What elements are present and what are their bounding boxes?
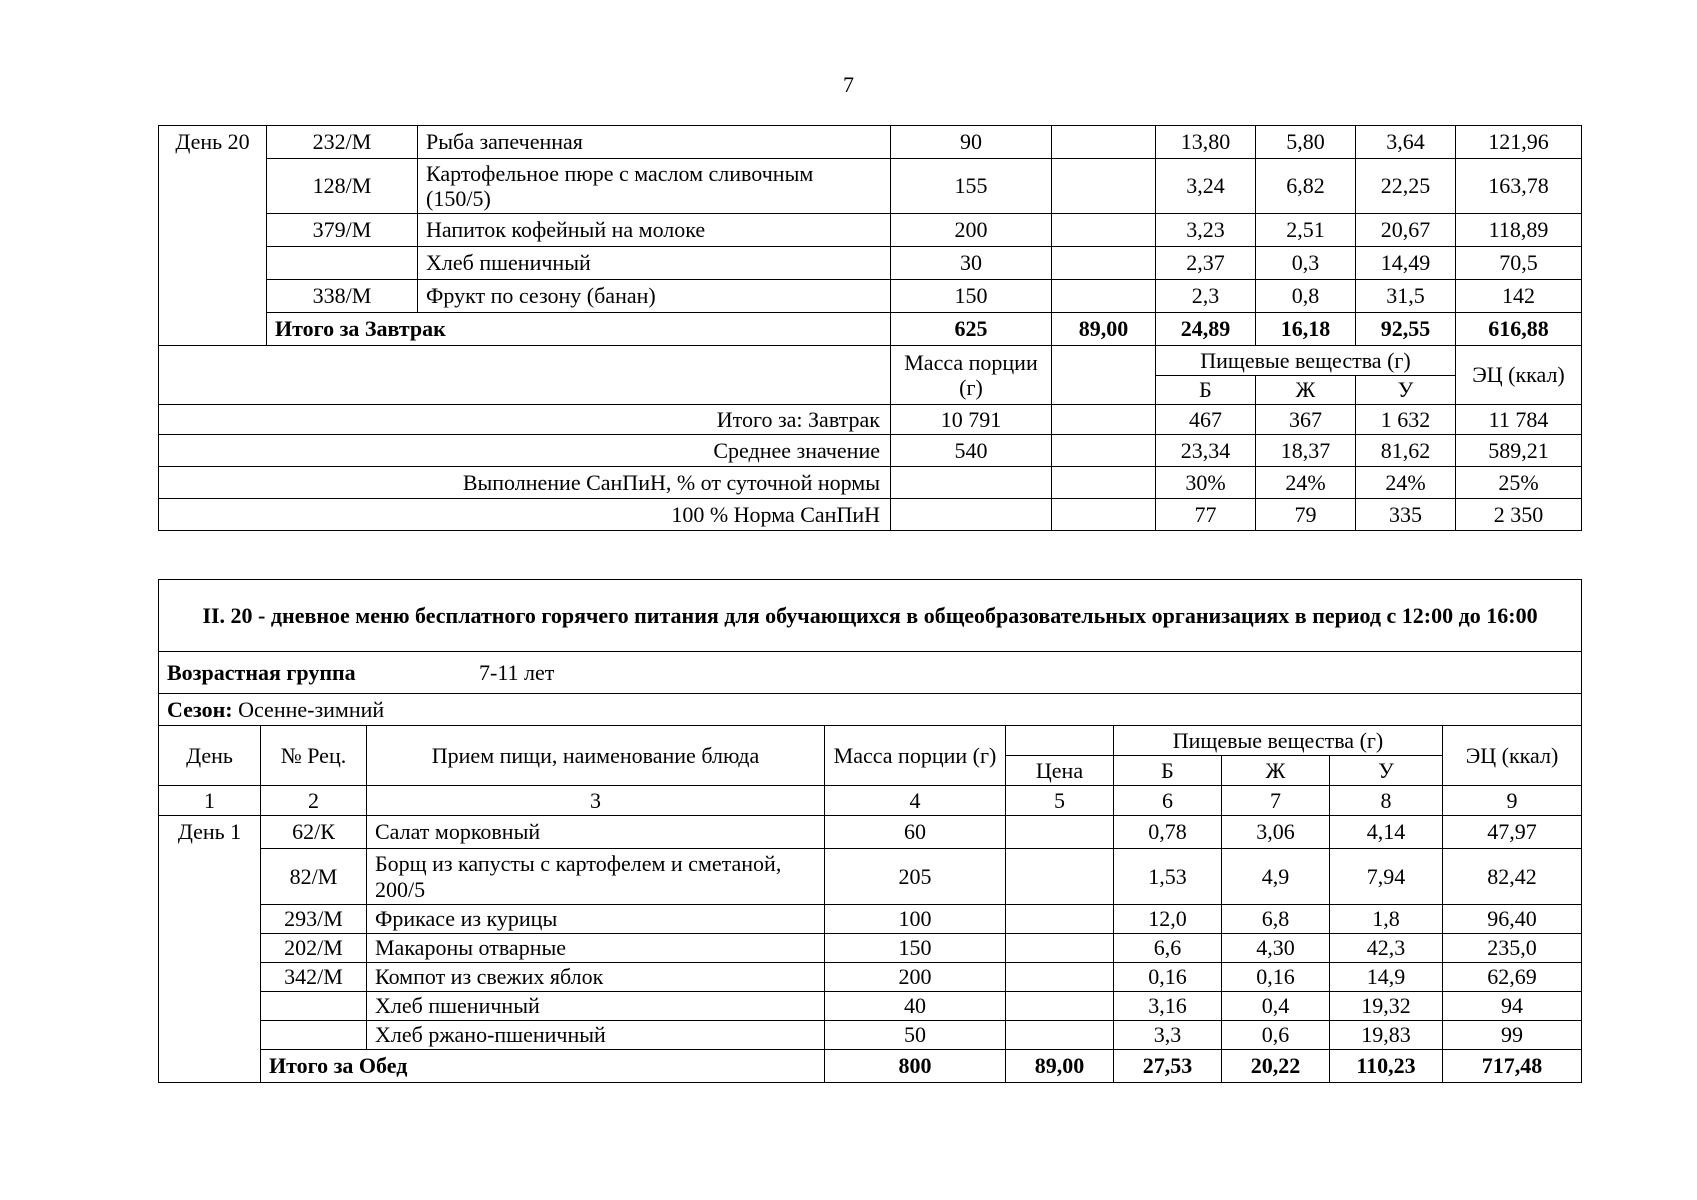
season-value: Осенне-зимний (238, 696, 385, 722)
age-group-label: Возрастная группа (167, 659, 356, 685)
total-row (159, 313, 1582, 346)
summary-label: Выполнение СанПиН, % от суточной нормы (159, 467, 891, 499)
empty-cell (1052, 346, 1156, 405)
fat-cell: 4,9 (1222, 849, 1330, 905)
price-cell (1006, 1021, 1114, 1050)
energy-cell: 47,97 (1443, 816, 1582, 849)
summary-mass (891, 499, 1052, 531)
total-energy: 616,88 (1456, 313, 1582, 346)
total-label: Итого за Завтрак (267, 313, 891, 346)
energy-header: ЭЦ (ккал) (1456, 346, 1582, 405)
rec-cell: 128/М (267, 159, 418, 214)
energy-cell: 142 (1456, 280, 1582, 313)
protein-cell: 3,24 (1156, 159, 1256, 214)
carb-cell: 1,8 (1330, 905, 1443, 934)
rec-cell (261, 992, 367, 1021)
mass-header: Масса порции (г) (825, 726, 1006, 786)
summary-fat: 24% (1256, 467, 1356, 499)
protein-cell: 3,16 (1114, 992, 1222, 1021)
season-row (159, 694, 1582, 726)
fat-cell: 4,30 (1222, 934, 1330, 963)
table-row (159, 963, 1582, 992)
table-row (159, 849, 1582, 905)
summary-protein: 467 (1156, 405, 1256, 435)
dish-name-cell: Хлеб пшеничный (367, 992, 825, 1021)
column-number: 2 (261, 786, 367, 816)
summary-mass: 10 791 (891, 405, 1052, 435)
summary-mass (891, 467, 1052, 499)
summary-label: Среднее значение (159, 435, 891, 467)
price-cell (1006, 849, 1114, 905)
summary-carb: 24% (1356, 467, 1456, 499)
table-row (159, 126, 1582, 159)
carb-header: У (1356, 376, 1456, 405)
total-fat: 20,22 (1222, 1050, 1330, 1083)
fat-header: Ж (1256, 376, 1356, 405)
mass-cell: 30 (891, 247, 1052, 280)
empty-cell (159, 346, 891, 405)
total-mass: 800 (825, 1050, 1006, 1083)
summary-label: 100 % Норма СанПиН (159, 499, 891, 531)
energy-header: ЭЦ (ккал) (1443, 726, 1582, 786)
summary-protein: 77 (1156, 499, 1256, 531)
fat-cell: 0,6 (1222, 1021, 1330, 1050)
table-row (159, 1021, 1582, 1050)
empty-cell (1006, 726, 1114, 756)
mass-cell: 90 (891, 126, 1052, 159)
table-row (159, 905, 1582, 934)
summary-energy: 11 784 (1456, 405, 1582, 435)
mass-cell: 150 (891, 280, 1052, 313)
empty-cell (1052, 435, 1156, 467)
day-cell: День 20 (159, 126, 267, 346)
carb-cell: 19,32 (1330, 992, 1443, 1021)
fat-cell: 2,51 (1256, 214, 1356, 247)
fat-cell: 0,16 (1222, 963, 1330, 992)
carb-cell: 14,49 (1356, 247, 1456, 280)
carb-cell: 22,25 (1356, 159, 1456, 214)
total-row (159, 1050, 1582, 1083)
column-number: 8 (1330, 786, 1443, 816)
total-fat: 16,18 (1256, 313, 1356, 346)
mass-cell: 50 (825, 1021, 1006, 1050)
summary-row (159, 467, 1582, 499)
carb-cell: 19,83 (1330, 1021, 1443, 1050)
mass-cell: 60 (825, 816, 1006, 849)
day-header: День (159, 726, 261, 786)
dish-name-cell: Напиток кофейный на молоке (418, 214, 891, 247)
energy-cell: 82,42 (1443, 849, 1582, 905)
summary-row (159, 405, 1582, 435)
title-row (159, 580, 1582, 652)
column-number: 7 (1222, 786, 1330, 816)
mass-cell: 150 (825, 934, 1006, 963)
summary-energy: 2 350 (1456, 499, 1582, 531)
price-cell (1052, 280, 1156, 313)
summary-fat: 18,37 (1256, 435, 1356, 467)
total-carb: 110,23 (1330, 1050, 1443, 1083)
dish-name-cell: Компот из свежих яблок (367, 963, 825, 992)
energy-cell: 70,5 (1456, 247, 1582, 280)
price-cell (1052, 247, 1156, 280)
carb-cell: 42,3 (1330, 934, 1443, 963)
dish-name-cell: Рыба запеченная (418, 126, 891, 159)
fat-cell: 6,8 (1222, 905, 1330, 934)
mass-cell: 200 (891, 214, 1052, 247)
protein-cell: 3,23 (1156, 214, 1256, 247)
carb-cell: 4,14 (1330, 816, 1443, 849)
carb-header: У (1330, 756, 1443, 786)
price-cell (1052, 159, 1156, 214)
energy-cell: 163,78 (1456, 159, 1582, 214)
rec-cell: 379/М (267, 214, 418, 247)
rec-cell: 82/М (261, 849, 367, 905)
breakfast-day20-table (158, 125, 1582, 531)
column-number: 9 (1443, 786, 1582, 816)
mass-cell: 100 (825, 905, 1006, 934)
energy-cell: 99 (1443, 1021, 1582, 1050)
price-cell (1052, 126, 1156, 159)
fat-cell: 5,80 (1256, 126, 1356, 159)
price-header: Цена (1006, 756, 1114, 786)
rec-cell (267, 247, 418, 280)
column-number: 1 (159, 786, 261, 816)
protein-cell: 2,3 (1156, 280, 1256, 313)
summary-protein: 23,34 (1156, 435, 1256, 467)
energy-cell: 235,0 (1443, 934, 1582, 963)
dish-name-cell: Хлеб пшеничный (418, 247, 891, 280)
rec-cell: 338/М (267, 280, 418, 313)
energy-cell: 96,40 (1443, 905, 1582, 934)
table-row (159, 816, 1582, 849)
fat-cell: 0,3 (1256, 247, 1356, 280)
protein-cell: 6,6 (1114, 934, 1222, 963)
total-price: 89,00 (1006, 1050, 1114, 1083)
fat-cell: 6,82 (1256, 159, 1356, 214)
summary-protein: 30% (1156, 467, 1256, 499)
summary-header-row (159, 346, 1582, 376)
total-protein: 27,53 (1114, 1050, 1222, 1083)
mass-cell: 40 (825, 992, 1006, 1021)
summary-fat: 367 (1256, 405, 1356, 435)
column-number: 4 (825, 786, 1006, 816)
table-row (159, 214, 1582, 247)
nutrients-header: Пищевые вещества (г) (1114, 726, 1443, 756)
fat-header: Ж (1222, 756, 1330, 786)
column-number: 3 (367, 786, 825, 816)
rec-cell: 232/М (267, 126, 418, 159)
mass-header: Масса порции (г) (891, 346, 1052, 405)
day-cell: День 1 (159, 816, 261, 1083)
total-carb: 92,55 (1356, 313, 1456, 346)
empty-cell (1052, 499, 1156, 531)
summary-energy: 25% (1456, 467, 1582, 499)
protein-cell: 3,3 (1114, 1021, 1222, 1050)
dish-name-cell: Салат морковный (367, 816, 825, 849)
dish-name-header: Прием пищи, наименование блюда (367, 726, 825, 786)
mass-cell: 155 (891, 159, 1052, 214)
nutrients-header: Пищевые вещества (г) (1156, 346, 1456, 376)
summary-energy: 589,21 (1456, 435, 1582, 467)
age-group-row (159, 652, 1582, 694)
protein-cell: 0,16 (1114, 963, 1222, 992)
table-row (159, 992, 1582, 1021)
total-price: 89,00 (1052, 313, 1156, 346)
price-cell (1006, 816, 1114, 849)
protein-cell: 2,37 (1156, 247, 1256, 280)
protein-header: Б (1114, 756, 1222, 786)
carb-cell: 14,9 (1330, 963, 1443, 992)
column-number: 5 (1006, 786, 1114, 816)
rec-cell: 293/М (261, 905, 367, 934)
header-row (159, 726, 1582, 756)
price-cell (1006, 963, 1114, 992)
protein-header: Б (1156, 376, 1256, 405)
rec-cell: 342/М (261, 963, 367, 992)
fat-cell: 3,06 (1222, 816, 1330, 849)
summary-carb: 335 (1356, 499, 1456, 531)
menu-title: II. 20 - дневное меню бесплатного горячего питания для обучающихся в общеобразовательных организациях в период с 12:00 до 16:00 (159, 580, 1582, 652)
summary-row (159, 435, 1582, 467)
fat-cell: 0,4 (1222, 992, 1330, 1021)
season-label: Сезон: (167, 696, 233, 722)
price-cell (1052, 214, 1156, 247)
season-cell (159, 694, 1582, 726)
summary-carb: 1 632 (1356, 405, 1456, 435)
table-row (159, 934, 1582, 963)
lunch-menu-table (158, 579, 1582, 1083)
table-row (159, 280, 1582, 313)
energy-cell: 62,69 (1443, 963, 1582, 992)
protein-cell: 13,80 (1156, 126, 1256, 159)
dish-name-cell: Фрикасе из курицы (367, 905, 825, 934)
energy-cell: 118,89 (1456, 214, 1582, 247)
age-group-cell (159, 652, 1582, 694)
fat-cell: 0,8 (1256, 280, 1356, 313)
column-number: 6 (1114, 786, 1222, 816)
total-energy: 717,48 (1443, 1050, 1582, 1083)
summary-label: Итого за: Завтрак (159, 405, 891, 435)
summary-fat: 79 (1256, 499, 1356, 531)
rec-cell: 62/К (261, 816, 367, 849)
carb-cell: 20,67 (1356, 214, 1456, 247)
table-row (159, 247, 1582, 280)
column-number-row (159, 786, 1582, 816)
dish-name-cell: Картофельное пюре с маслом сливочным (150/5) (418, 159, 891, 214)
protein-cell: 0,78 (1114, 816, 1222, 849)
price-cell (1006, 992, 1114, 1021)
protein-cell: 12,0 (1114, 905, 1222, 934)
table-row (159, 159, 1582, 214)
dish-name-cell: Фрукт по сезону (банан) (418, 280, 891, 313)
summary-carb: 81,62 (1356, 435, 1456, 467)
energy-cell: 94 (1443, 992, 1582, 1021)
dish-name-cell: Хлеб ржано-пшеничный (367, 1021, 825, 1050)
carb-cell: 3,64 (1356, 126, 1456, 159)
mass-cell: 200 (825, 963, 1006, 992)
rec-header: № Рец. (261, 726, 367, 786)
empty-cell (1052, 405, 1156, 435)
total-protein: 24,89 (1156, 313, 1256, 346)
summary-mass: 540 (891, 435, 1052, 467)
energy-cell: 121,96 (1456, 126, 1582, 159)
protein-cell: 1,53 (1114, 849, 1222, 905)
empty-cell (1052, 467, 1156, 499)
carb-cell: 7,94 (1330, 849, 1443, 905)
dish-name-cell: Борщ из капусты с картофелем и сметаной, 200/5 (367, 849, 825, 905)
rec-cell: 202/М (261, 934, 367, 963)
total-label: Итого за Обед (261, 1050, 825, 1083)
page-number: 7 (843, 72, 854, 97)
mass-cell: 205 (825, 849, 1006, 905)
rec-cell (261, 1021, 367, 1050)
price-cell (1006, 934, 1114, 963)
total-mass: 625 (891, 313, 1052, 346)
price-cell (1006, 905, 1114, 934)
age-group-value: 7-11 лет (479, 659, 555, 685)
summary-row (159, 499, 1582, 531)
carb-cell: 31,5 (1356, 280, 1456, 313)
dish-name-cell: Макароны отварные (367, 934, 825, 963)
